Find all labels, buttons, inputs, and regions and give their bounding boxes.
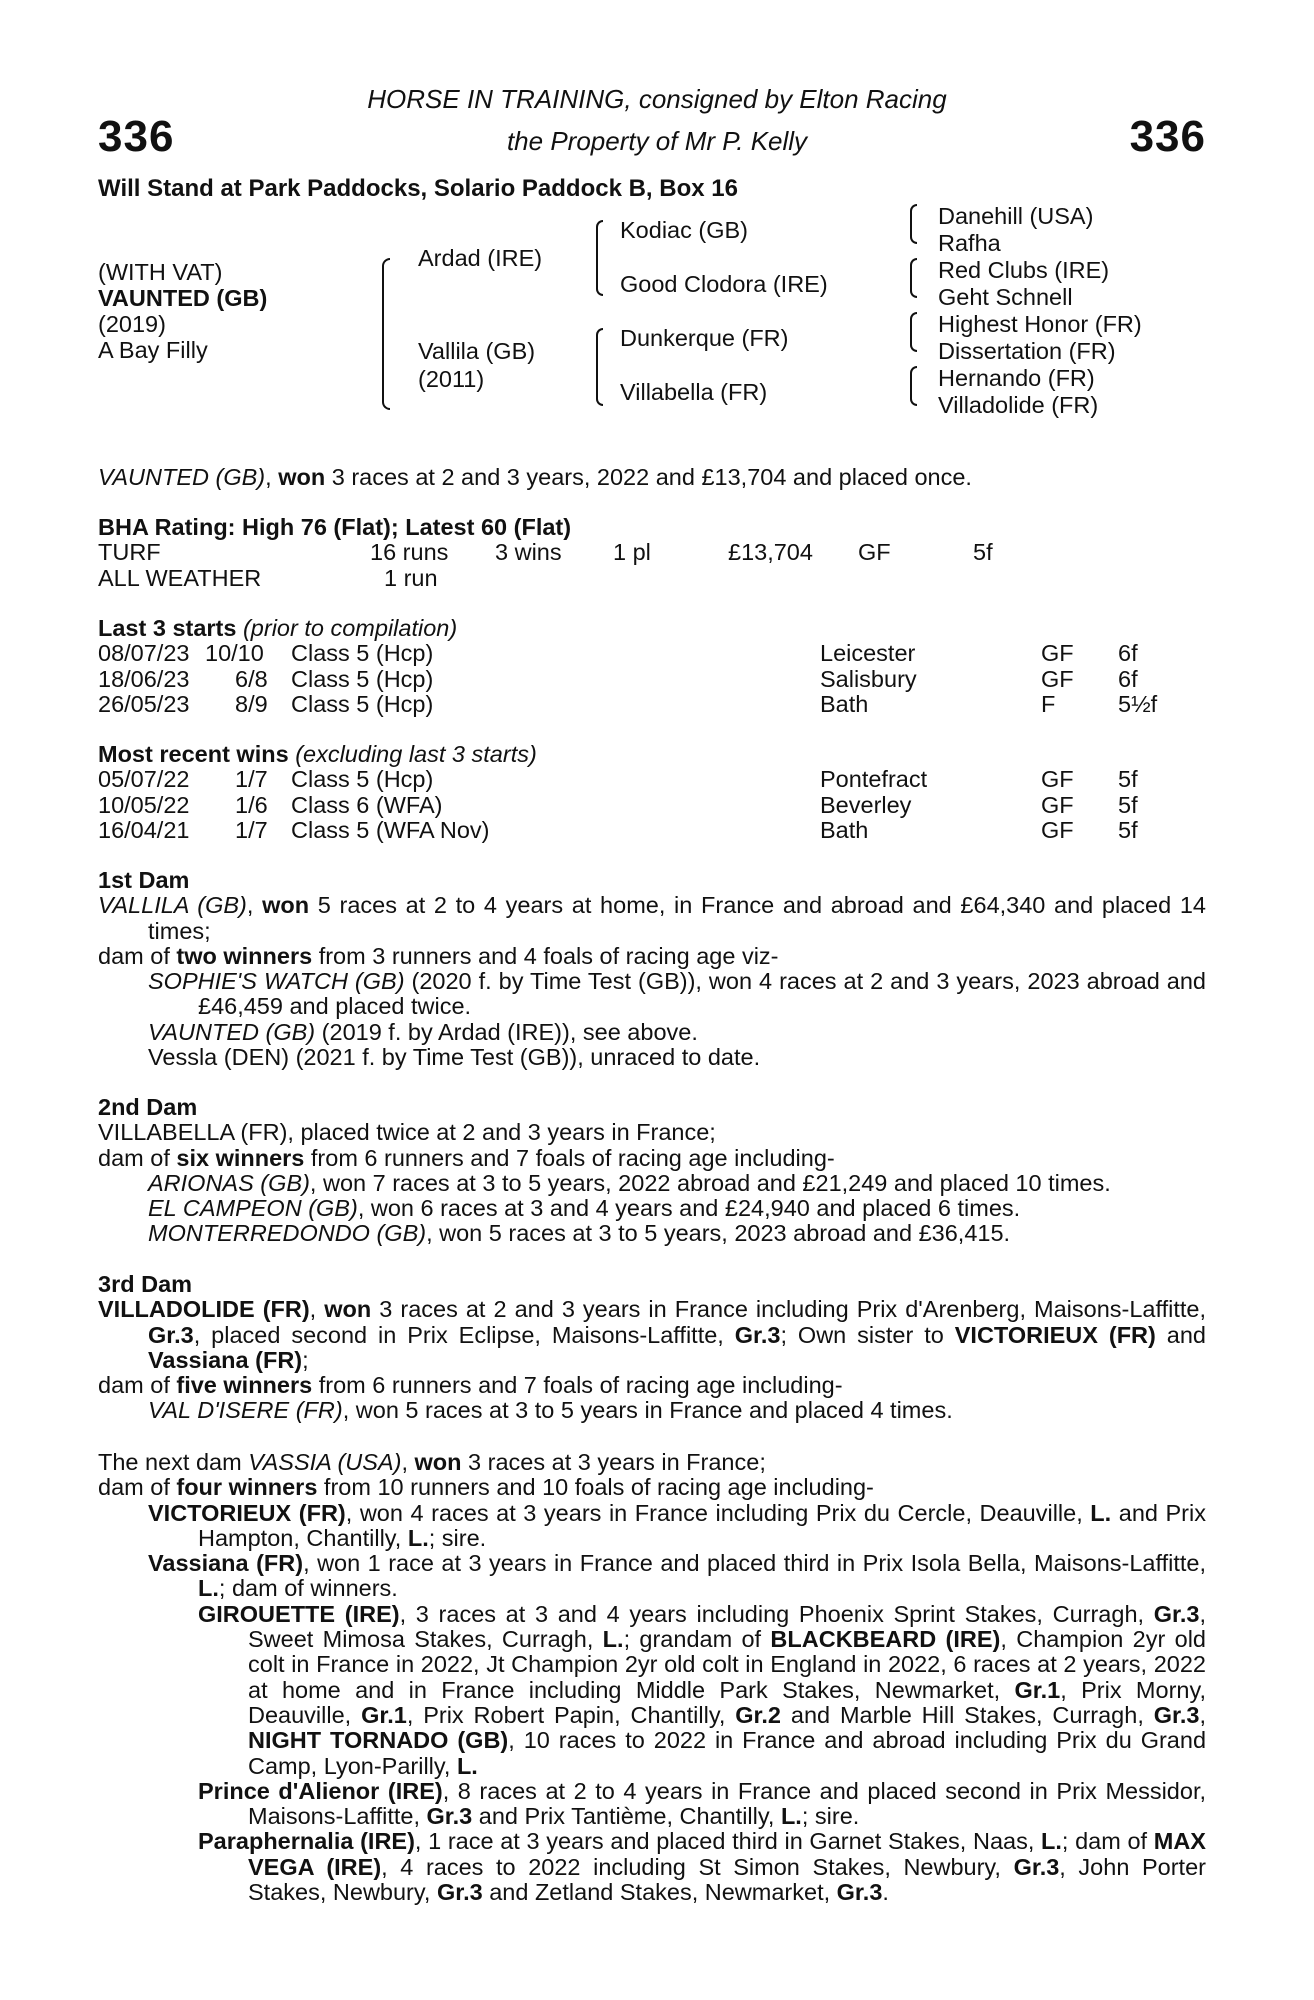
lot-number-left: 336 (98, 112, 175, 161)
turf-wins: 3 wins (495, 539, 562, 566)
grade-mark: L. (780, 1803, 802, 1830)
dam-brace (596, 328, 603, 406)
stand-location: Will Stand at Park Paddocks, Solario Paddock B, Box 16 (98, 175, 738, 202)
nextdam-winners: four winners (176, 1474, 318, 1501)
grade-mark: Gr.3 (148, 1321, 194, 1348)
dam3-record: , placed second in Prix Eclipse, Maisons-Laffitte, (193, 1321, 735, 1348)
offspring-record: ; sire. (428, 1524, 487, 1551)
turf-label: TURF (98, 539, 161, 566)
win-going: GF (1041, 791, 1074, 818)
win-position: 1/7 (235, 816, 268, 843)
dam1-winners: two winners (176, 942, 313, 969)
offspring-record: , Champion 2yr old colt in France in 2022, Jt Champion 2yr old colt in England in 2022, 6 races at 2 years, 2022 at home and in France including Middle Park Stakes, Newmarket, (248, 1626, 1206, 1703)
dam2-record: VILLABELLA (FR), placed twice at 2 and 3 years in France; (98, 1119, 716, 1146)
g-ddd: Villadolide (FR) (938, 392, 1099, 418)
win-class: Class 5 (WFA Nov) (291, 816, 490, 843)
start-going: F (1041, 690, 1056, 717)
grade-mark: L. (407, 1524, 429, 1551)
offspring-record: , 3 races at 3 and 4 years including Phoenix Sprint Stakes, Curragh, (399, 1600, 1154, 1627)
dam3-runners: from 6 runners and 7 foals of racing age including- (312, 1372, 843, 1399)
offspring-record: , Prix Robert Papin, Chantilly, (406, 1701, 736, 1728)
offspring-name: VAUNTED (GB) (148, 1018, 316, 1045)
dam2-dam-of: dam of (98, 1144, 177, 1171)
offspring-record: and Marble Hill Stakes, Curragh, (781, 1701, 1154, 1728)
start-distance: 6f (1118, 640, 1138, 667)
offspring-record: ; grandam of (623, 1626, 771, 1653)
start-distance: 5½f (1118, 690, 1158, 717)
win-class: Class 6 (WFA) (291, 791, 443, 818)
dam3-winners: five winners (176, 1372, 313, 1399)
offspring-name: Prince d'Alienor (IRE) (198, 1777, 443, 1804)
win-position: 1/7 (235, 766, 268, 793)
dam-dam: Villabella (FR) (620, 379, 768, 405)
offspring-record: , won 7 races at 3 to 5 years, 2022 abroad and £21,249 and placed 10 times. (309, 1169, 1111, 1196)
offspring-record: and Zetland Stakes, Newmarket, (482, 1879, 837, 1906)
sire-brace (596, 220, 603, 296)
nextdam-won: won (414, 1449, 462, 1475)
start-position: 8/9 (235, 690, 268, 717)
descendant-name: MAX VEGA (IRE) (248, 1828, 1206, 1880)
dam1-record: 5 races at 2 to 4 years at home, in France and abroad and £64,340 and placed 14 times; (148, 892, 1206, 944)
offspring-record: , won 5 races at 3 to 5 years in France and placed 4 times. (342, 1397, 953, 1424)
offspring-record: , 1 race at 3 years and placed third in Garnet Stakes, Naas, (414, 1828, 1042, 1855)
last3-note: (prior to compilation) (242, 615, 458, 641)
last3-row (98, 667, 1206, 692)
start-date: 18/06/23 (98, 665, 190, 692)
offspring-girouette (198, 1602, 1206, 1779)
second-dam-section (98, 1095, 1206, 1247)
start-going: GF (1041, 665, 1074, 692)
vat-note: (WITH VAT) (98, 259, 223, 285)
rating-heading: BHA Rating: High 76 (Flat); Latest 60 (Flat) (98, 514, 572, 540)
win-date: 16/04/21 (98, 816, 190, 843)
dam1-name: VALLILA (GB) (98, 892, 247, 919)
g-dds: Hernando (FR) (938, 365, 1095, 391)
grade-mark: Gr.1 (1014, 1676, 1061, 1703)
nextdam-intro: The next dam (98, 1449, 249, 1475)
grade-mark: Gr.3 (436, 1879, 483, 1906)
offspring-record: and Prix Tantième, Chantilly, (472, 1803, 781, 1830)
offspring-record: Vessla (DEN) (2021 f. by Time Test (GB)), unraced to date. (148, 1044, 761, 1071)
horse-year: (2019) (98, 311, 166, 337)
descendant-name: NIGHT TORNADO (GB) (248, 1727, 509, 1754)
grade-mark: Gr.3 (426, 1803, 473, 1830)
last3-row (98, 692, 1206, 717)
pedigree-brace (382, 258, 390, 410)
brace-g2 (910, 258, 917, 298)
recent-heading: Most recent wins (98, 741, 289, 767)
start-position: 6/8 (235, 665, 268, 692)
offspring-record: ; sire. (801, 1803, 860, 1830)
offspring-record: , Sweet Mimosa Stakes, Curragh, (248, 1600, 1206, 1653)
summary-won: won (278, 464, 326, 490)
win-class: Class 5 (Hcp) (291, 766, 434, 793)
dam3-name: VILLADOLIDE (FR) (98, 1296, 310, 1323)
nextdam-runners: from 10 runners and 10 foals of racing age including- (317, 1474, 874, 1501)
offspring-record: , 10 races to 2022 in France and abroad including Prix du Grand Camp, Lyon-Parilly, (248, 1727, 1207, 1779)
win-distance: 5f (1118, 791, 1138, 818)
win-date: 10/05/22 (98, 791, 190, 818)
next-dam-section: The next dam VASSIA (USA), won 3 races at 3 years in France; dam of four winners from 10 runners and 10 foals of racing age including- VICTORIEUX (FR), won 4 races at 3 years in France including Prix du Cercle, Deauville, L. and Prix Hampton, Chantilly, L.; sire. Vassiana (FR), won 1 race at 3 years in France and placed third in Prix Isola Bella, Maisons-Laffitte, L.; dam of winners. GIROUETTE (IRE), 3 races at 3 and 4 years including Phoenix Sprint Stakes, Curragh, Gr.3, Sweet Mimosa Stakes, Curragh, L.; grandam of BLACKBEARD (IRE), Champion 2yr old colt in France in 2022, Jt Champion 2yr old colt in England in 2022, 6 races at 2 years, 2022 at home and in France including Middle Park Stakes, Newmarket, Gr.1, Prix Morny, Deauville, Gr.1, Prix Robert Papin, Chantilly, Gr.2 and Marble Hill Stakes, Curragh, Gr.3, NIGHT TORNADO (GB), 10 races to 2022 in France and abroad including Prix du Grand Camp, Lyon-Parilly, L. Prince d'Alienor (IRE), 8 races at 2 to 4 years in France and placed second in Prix Messidor, Maisons-Laffitte, Gr.3 and Prix Tantième, Chantilly, L.; sire. Paraphernalia (IRE), 1 race at 3 years and placed third in Garnet Stakes, Naas, L.; dam of MAX VEGA (IRE), 4 races to 2022 including St Simon Stakes, Newbury, Gr.3, John Porter Stakes, Newbury, Gr.3 and Zetland Stakes, Newmarket, Gr.3. (98, 1449, 1207, 1906)
dam-year: (2011) (418, 366, 485, 392)
sibling-name: Vassiana (FR) (148, 1346, 303, 1373)
grade-mark: L. (1090, 1499, 1112, 1526)
offspring-record: , 8 races at 2 to 4 years in France and placed second in Prix Messidor, Maisons-Laffitte, (248, 1777, 1207, 1830)
g-dsd: Dissertation (FR) (938, 338, 1116, 364)
win-date: 05/07/22 (98, 766, 190, 793)
grade-mark: L. (198, 1575, 219, 1602)
offspring-name: VAL D'ISERE (FR) (148, 1397, 343, 1424)
start-date: 26/05/23 (98, 690, 190, 717)
offspring-record: . (882, 1879, 889, 1906)
recent-row (98, 767, 1206, 792)
g-sss: Danehill (USA) (938, 203, 1094, 229)
offspring-paraphernalia (198, 1829, 1206, 1905)
offspring-record: , won 1 race at 3 years in France and placed third in Prix Isola Bella, Maisons-Laffitte, (303, 1550, 1206, 1577)
start-course: Bath (820, 690, 869, 717)
dam2-runners: from 6 runners and 7 foals of racing age including- (304, 1144, 835, 1171)
descendant-name: BLACKBEARD (IRE) (770, 1626, 1001, 1653)
offspring-record: , won 5 races at 3 to 5 years, 2023 abroad and £36,415. (426, 1220, 1011, 1247)
turf-distance: 5f (973, 539, 993, 566)
win-distance: 5f (1118, 816, 1138, 843)
grade-mark: Gr.3 (734, 1321, 781, 1348)
offspring-name: GIROUETTE (IRE) (198, 1600, 400, 1627)
last3-heading: Last 3 starts (98, 615, 237, 641)
g-ssd: Rafha (938, 230, 1001, 256)
win-going: GF (1041, 816, 1074, 843)
start-date: 08/07/23 (98, 640, 190, 667)
start-course: Leicester (820, 640, 916, 667)
summary-text: 3 races at 2 and 3 years, 2022 and £13,704 and placed once. (325, 464, 972, 490)
turf-row (98, 540, 1206, 565)
rating-section (98, 515, 1206, 591)
dam3-dam-of: dam of (98, 1372, 177, 1399)
grade-mark: Gr.3 (1013, 1853, 1060, 1880)
dam1-runners: from 3 runners and 4 foals of racing age viz- (312, 942, 779, 969)
offspring-name: VICTORIEUX (FR) (148, 1499, 346, 1526)
offspring-name: Paraphernalia (IRE) (198, 1828, 415, 1855)
sibling-name: VICTORIEUX (FR) (954, 1321, 1156, 1348)
grade-mark: L. (602, 1626, 624, 1653)
dam3-record: ; (302, 1346, 309, 1373)
recent-row (98, 818, 1206, 843)
sire-dam: Good Clodora (IRE) (620, 271, 828, 297)
offspring-record: ; dam of (1061, 1828, 1154, 1855)
third-dam-section: 3rd Dam VILLADOLIDE (FR), won 3 races at 2 and 3 years in France including Prix d'Arenberg, Maisons-Laffitte, Gr.3, placed second in Prix Eclipse, Maisons-Laffitte, Gr.3; Own sister to VICTORIEUX (FR) and Vassiana (FR); dam of five winners from 6 runners and 7 foals of racing age including- VAL D'ISERE (FR), won 5 races at 3 to 5 years in France and placed 4 times. (98, 1271, 1206, 1424)
start-distance: 6f (1118, 665, 1138, 692)
recent-row (98, 793, 1206, 818)
recent-wins-section (98, 742, 1206, 843)
win-going: GF (1041, 766, 1074, 793)
brace-g4 (910, 366, 917, 406)
g-sds: Red Clubs (IRE) (938, 257, 1110, 283)
brace-g1 (910, 204, 917, 244)
grade-mark: Gr.1 (361, 1701, 407, 1728)
summary-horse: VAUNTED (GB) (98, 464, 266, 490)
win-course: Pontefract (820, 766, 928, 793)
start-position: 10/10 (205, 640, 264, 667)
turf-prize: £13,704 (728, 539, 813, 566)
nextdam-dam-of: dam of (98, 1474, 177, 1501)
g-dss: Highest Honor (FR) (938, 311, 1142, 337)
brace-g3 (910, 312, 917, 352)
start-going: GF (1041, 640, 1074, 667)
first-dam-section: 1st Dam VALLILA (GB), won 5 races at 2 to 4 years at home, in France and abroad and £64,340 and placed 14 times; dam of two winners from 3 runners and 4 foals of racing age viz- SOPHIE'S WATCH (GB) (2020 f. by Time Test (GB)), won 4 races at 2 and 3 years, 2023 abroad and £46,459 and placed twice. VAUNTED (GB) (2019 f. by Ardad (IRE)), see above. Vessla (DEN) (2021 f. by Time Test (GB)), unraced to date. (98, 867, 1206, 1071)
aw-label: ALL WEATHER (98, 564, 262, 591)
grade-mark: Gr.3 (836, 1879, 883, 1906)
grade-mark: Gr.3 (1153, 1701, 1200, 1728)
dam: Vallila (GB) (418, 338, 536, 364)
dam1-heading: 1st Dam (98, 867, 190, 893)
dam2-heading: 2nd Dam (98, 1094, 198, 1120)
offspring-record: (2020 f. by Time Test (GB)), won 4 races at 2 and 3 years, 2023 abroad and £46,459 and placed twice. (198, 968, 1206, 1020)
last3-section (98, 616, 1206, 717)
lot-number-right: 336 (1129, 112, 1206, 161)
grade-mark: Gr.2 (735, 1701, 781, 1728)
nextdam-name: VASSIA (USA) (248, 1449, 402, 1475)
summary-line: VAUNTED (GB), won 3 races at 2 and 3 years, 2022 and £13,704 and placed once. (98, 464, 972, 490)
offspring-record: , won 4 races at 3 years in France including Prix du Cercle, Deauville, (345, 1499, 1091, 1526)
win-course: Beverley (820, 791, 912, 818)
horse-description: A Bay Filly (98, 337, 208, 363)
horse-name: VAUNTED (GB) (98, 285, 268, 311)
offspring-name: MONTERREDONDO (GB) (148, 1220, 427, 1247)
offspring-record: , 4 races to 2022 including St Simon Stakes, Newbury, (381, 1853, 1014, 1880)
offspring-record: (2019 f. by Ardad (IRE)), see above. (315, 1018, 698, 1045)
sire: Ardad (IRE) (418, 245, 543, 271)
dam-sire: Dunkerque (FR) (620, 325, 789, 351)
consignment-line: HORSE IN TRAINING, consigned by Elton Racing (367, 84, 947, 114)
aw-runs: 1 run (384, 564, 438, 591)
start-class: Class 5 (Hcp) (291, 640, 434, 667)
offspring-record: , John Porter Stakes, Newbury, (248, 1853, 1206, 1906)
offspring-record: ; dam of winners. (218, 1575, 398, 1602)
offspring-record: and Prix Hampton, Chantilly, (198, 1499, 1206, 1551)
nextdam-record: 3 races at 3 years in France; (461, 1449, 766, 1475)
offspring-name: ARIONAS (GB) (148, 1169, 310, 1196)
dam3-record: and (1155, 1321, 1206, 1348)
offspring-record: , won 6 races at 3 and 4 years and £24,940 and placed 6 times. (357, 1195, 1021, 1222)
win-distance: 5f (1118, 766, 1138, 793)
offspring-name: Vassiana (FR) (148, 1550, 304, 1577)
offspring-vassiana (148, 1551, 1206, 1602)
start-class: Class 5 (Hcp) (291, 690, 434, 717)
dam1-dam-of: dam of (98, 942, 177, 969)
grade-mark: L. (456, 1752, 478, 1779)
aw-row (98, 566, 1206, 591)
start-course: Salisbury (820, 665, 917, 692)
win-course: Bath (820, 816, 869, 843)
property-line: the Property of Mr P. Kelly (506, 126, 808, 156)
dam3-won: won (324, 1296, 372, 1323)
dam2-winners: six winners (176, 1144, 305, 1171)
last3-row (98, 641, 1206, 666)
offspring-victorieux (148, 1501, 1206, 1552)
offspring-record: , Prix Morny, Deauville, (248, 1676, 1206, 1728)
offspring-prince-dalienor (198, 1779, 1206, 1830)
offspring-name: SOPHIE'S WATCH (GB) (148, 968, 405, 995)
sire-sire: Kodiac (GB) (620, 217, 748, 243)
offspring-name: EL CAMPEON (GB) (148, 1195, 358, 1222)
g-sdd: Geht Schnell (938, 284, 1073, 310)
start-class: Class 5 (Hcp) (291, 665, 434, 692)
dam3-record: 3 races at 2 and 3 years in France including Prix d'Arenberg, Maisons-Laffitte, (371, 1296, 1206, 1323)
offspring-record: , (1199, 1701, 1206, 1728)
grade-mark: L. (1041, 1828, 1062, 1855)
win-position: 1/6 (235, 791, 268, 818)
dam1-won: won (262, 892, 310, 919)
turf-going: GF (858, 539, 891, 566)
turf-placed: 1 pl (613, 539, 651, 566)
turf-runs: 16 runs (370, 539, 449, 566)
recent-note: (excluding last 3 starts) (295, 741, 537, 767)
dam3-heading: 3rd Dam (98, 1271, 193, 1297)
dam3-record: ; Own sister to (780, 1321, 955, 1348)
grade-mark: Gr.3 (1153, 1600, 1200, 1627)
